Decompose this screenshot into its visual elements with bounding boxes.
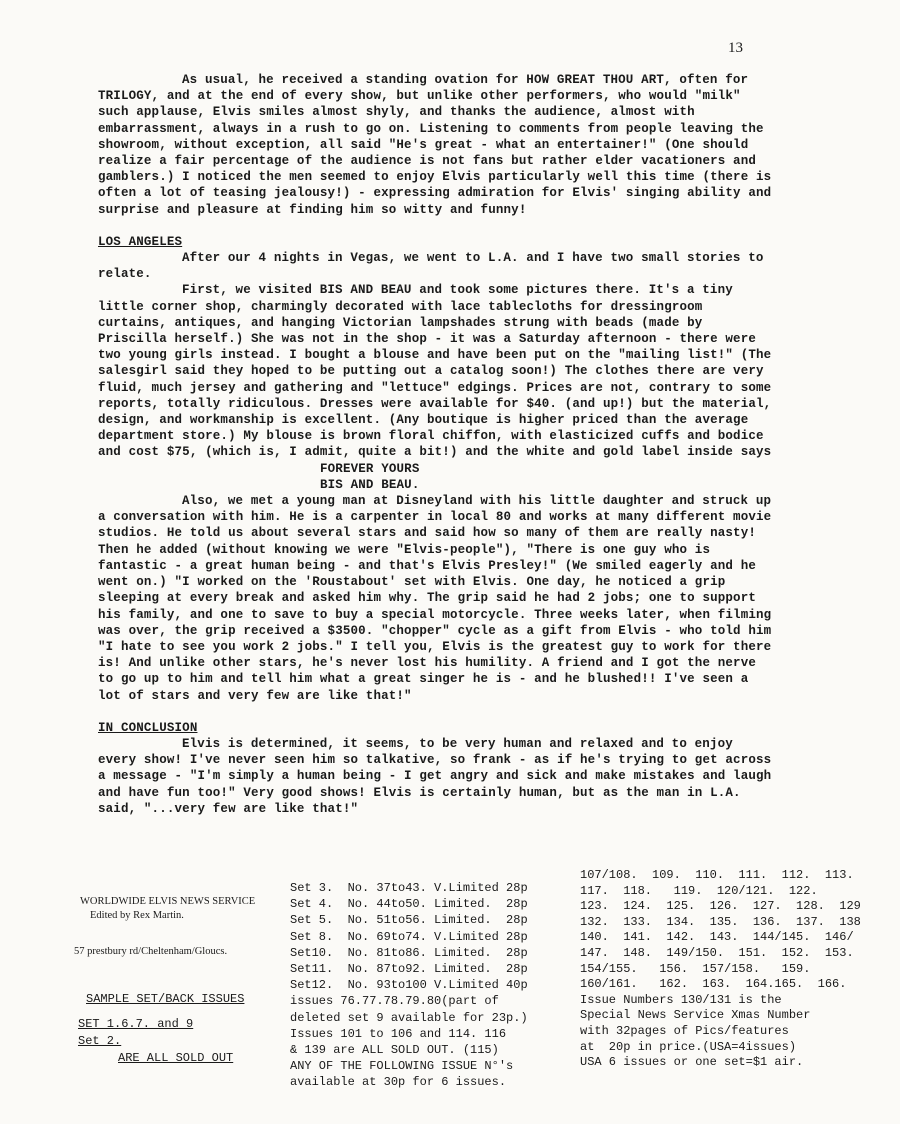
xmas-note-line: Special News Service Xmas Number [580,1008,811,1023]
set-line: Set 5. No. 51to56. Limited. 28p [290,913,528,928]
page-number: 13 [728,40,743,56]
xmas-note-line: Issue Numbers 130/131 is the [580,992,782,1007]
issue-number-row: 160/161. 162. 163. 164.165. 166. [580,977,847,992]
set-line: Set 4. No. 44to50. Limited. 28p [290,897,528,912]
sold-line: ARE ALL SOLD OUT [118,1051,234,1065]
paragraph-ovation: As usual, he received a standing ovation for HOW GREAT THOU ART, often for TRILOGY, and at the end of every show, but unlike other performers, who would "milk" such applause, Elvis smiles almost shyly, and thanks the audience, almost with embarrassment, always in a rush to go on. Listening to comments from people leaving the showroom, without exception, all said "He's great - what an entertainer!" (One should realize a fair percentage of the audience is not fans but rather elder vacationers and gamblers.) I noticed the men seemed to enjoy Elvis particularly well this time (there is often a lot of teasing jealousy!) - expressing admiration for Elvis' singing ability and surprise and pleasure at finding him so witty and funny! [98,73,772,217]
editor-credit: Edited by Rex Martin. [90,910,184,921]
issue-number-row: 117. 118. 119. 120/121. 122. [580,883,818,898]
issues-line: deleted set 9 available for 23p.) [290,1010,528,1025]
sold-line: Set 2. [78,1034,122,1048]
issues-line: & 139 are ALL SOLD OUT. (115) [290,1043,499,1058]
set-line: Set12. No. 93to100 V.Limited 40p [290,978,528,993]
issue-number-row: 132. 133. 134. 135. 136. 137. 138 [580,914,861,929]
issues-line: ANY OF THE FOLLOWING ISSUE N°'s [290,1059,514,1074]
issues-line: Issues 101 to 106 and 114. 116 [290,1026,507,1041]
issue-number-row: 107/108. 109. 110. 111. 112. 113. [580,868,854,882]
set-line: Set10. No. 81to86. Limited. 28p [290,945,528,960]
sold-out-block [78,1016,233,1067]
set-line: Set 3. No. 37to43. V.Limited 28p [290,881,528,895]
issue-number-row: 123. 124. 125. 126. 127. 128. 129 [580,899,861,914]
label-line-1: FOREVER YOURS [320,461,420,476]
paragraph-la-intro: After our 4 nights in Vegas, we went to L.A. and I have two small stories to relate. [98,251,764,282]
sample-title: SAMPLE SET/BACK ISSUES [86,992,245,1006]
xmas-note-line: USA 6 issues or one set=$1 air. [580,1055,804,1070]
xmas-note-line: at 20p in price.(USA=4issues) [580,1039,797,1054]
paragraph-disneyland: Also, we met a young man at Disneyland with his little daughter and struck up a conversation with him. He is a carpenter in local 80 and works at many different movie studios. He told us about several stars and said how so many of them are really nasty! Then he added (without knowing we were "Elvis-people"), "There is one guy who is fantastic - a great human being - and that's Elvis Presley!" (We smiled eagerly and he went on.) "I worked on the 'Roustabout' set with Elvis. One day, he noticed a grip sleeping at every break and asked him why. The grip said he had 2 jobs; one to support his family, and one to save to buy a special motorcycle. Three weeks later, when filming was over, the grip received a $3500. "chopper" cycle as a gift from Elvis - who told him "I hate to see you work 2 jobs." I tell you, Elvis is the greatest guy to work for there is! And unlike other stars, he's never lost his humility. A friend and I got the nerve to go up to him and tell him what a great singer he is - and he blushed!! I've seen a lot of stars and very few are like that!" [98,494,772,703]
address: 57 prestbury rd/Cheltenham/Gloucs. [74,946,228,957]
sets-column [290,880,580,1091]
issue-number-row: 154/155. 156. 157/158. 159. [580,961,811,976]
paragraph-bis-and-beau: First, we visited BIS AND BEAU and took some pictures there. It's a tiny little corner shop, charmingly decorated with lace tablecloths for dressingroom curtains, antiques, and hanging Victorian lampshades strung with beads (made by Priscilla herself.) She was not in the shop - it was a Saturday afternoon - there were two young girls instead. I bought a blouse and have been put on the "mailing list!" (The salesgirl said they hoped to be putting out a catalog soon!) The clothes there are very fluid, much jersey and gathering and "lettuce" edgings. Prices are not, contrary to some reports, totally ridiculous. Dresses were available for $40. (and up!) but the material, design, and workmanship is excellent. (Any boutique is higher priced than the average department store.) My blouse is brown floral chiffon, with elasticized cuffs and bodice and cost $75, (which is, I admit, quite a bit!) and the white and gold label inside says [98,283,772,460]
heading-los-angeles: LOS ANGELES [98,234,183,249]
sold-line: SET 1.6.7. and 9 [78,1017,194,1031]
set-line: Set 8. No. 69to74. V.Limited 28p [290,929,528,944]
issue-number-row: 147. 148. 149/150. 151. 152. 153. [580,945,854,960]
issue-numbers-column [580,868,870,1071]
xmas-note-line: with 32pages of Pics/features [580,1023,789,1038]
heading-in-conclusion: IN CONCLUSION [98,720,198,735]
paragraph-conclusion: Elvis is determined, it seems, to be very human and relaxed and to enjoy every show! I've never seen him so talkative, so frank - as if he's trying to get across a message - "I'm simply a human being - I get angry and sick and make mistakes and laugh and have fun too!" Very good shows! Elvis is certainly human, but as the man in L.A. said, "...very few are like that!" [98,736,772,816]
article-body [98,72,778,817]
label-line-2: BIS AND BEAU. [320,477,420,492]
footer-section [0,868,900,1124]
issues-line: issues 76.77.78.79.80(part of [290,994,499,1009]
set-line: Set11. No. 87to92. Limited. 28p [290,962,528,977]
service-name: WORLDWIDE ELVIS NEWS SERVICE [80,896,256,907]
issue-number-row: 140. 141. 142. 143. 144/145. 146/ [580,930,854,945]
issues-line: available at 30p for 6 issues. [290,1075,507,1090]
